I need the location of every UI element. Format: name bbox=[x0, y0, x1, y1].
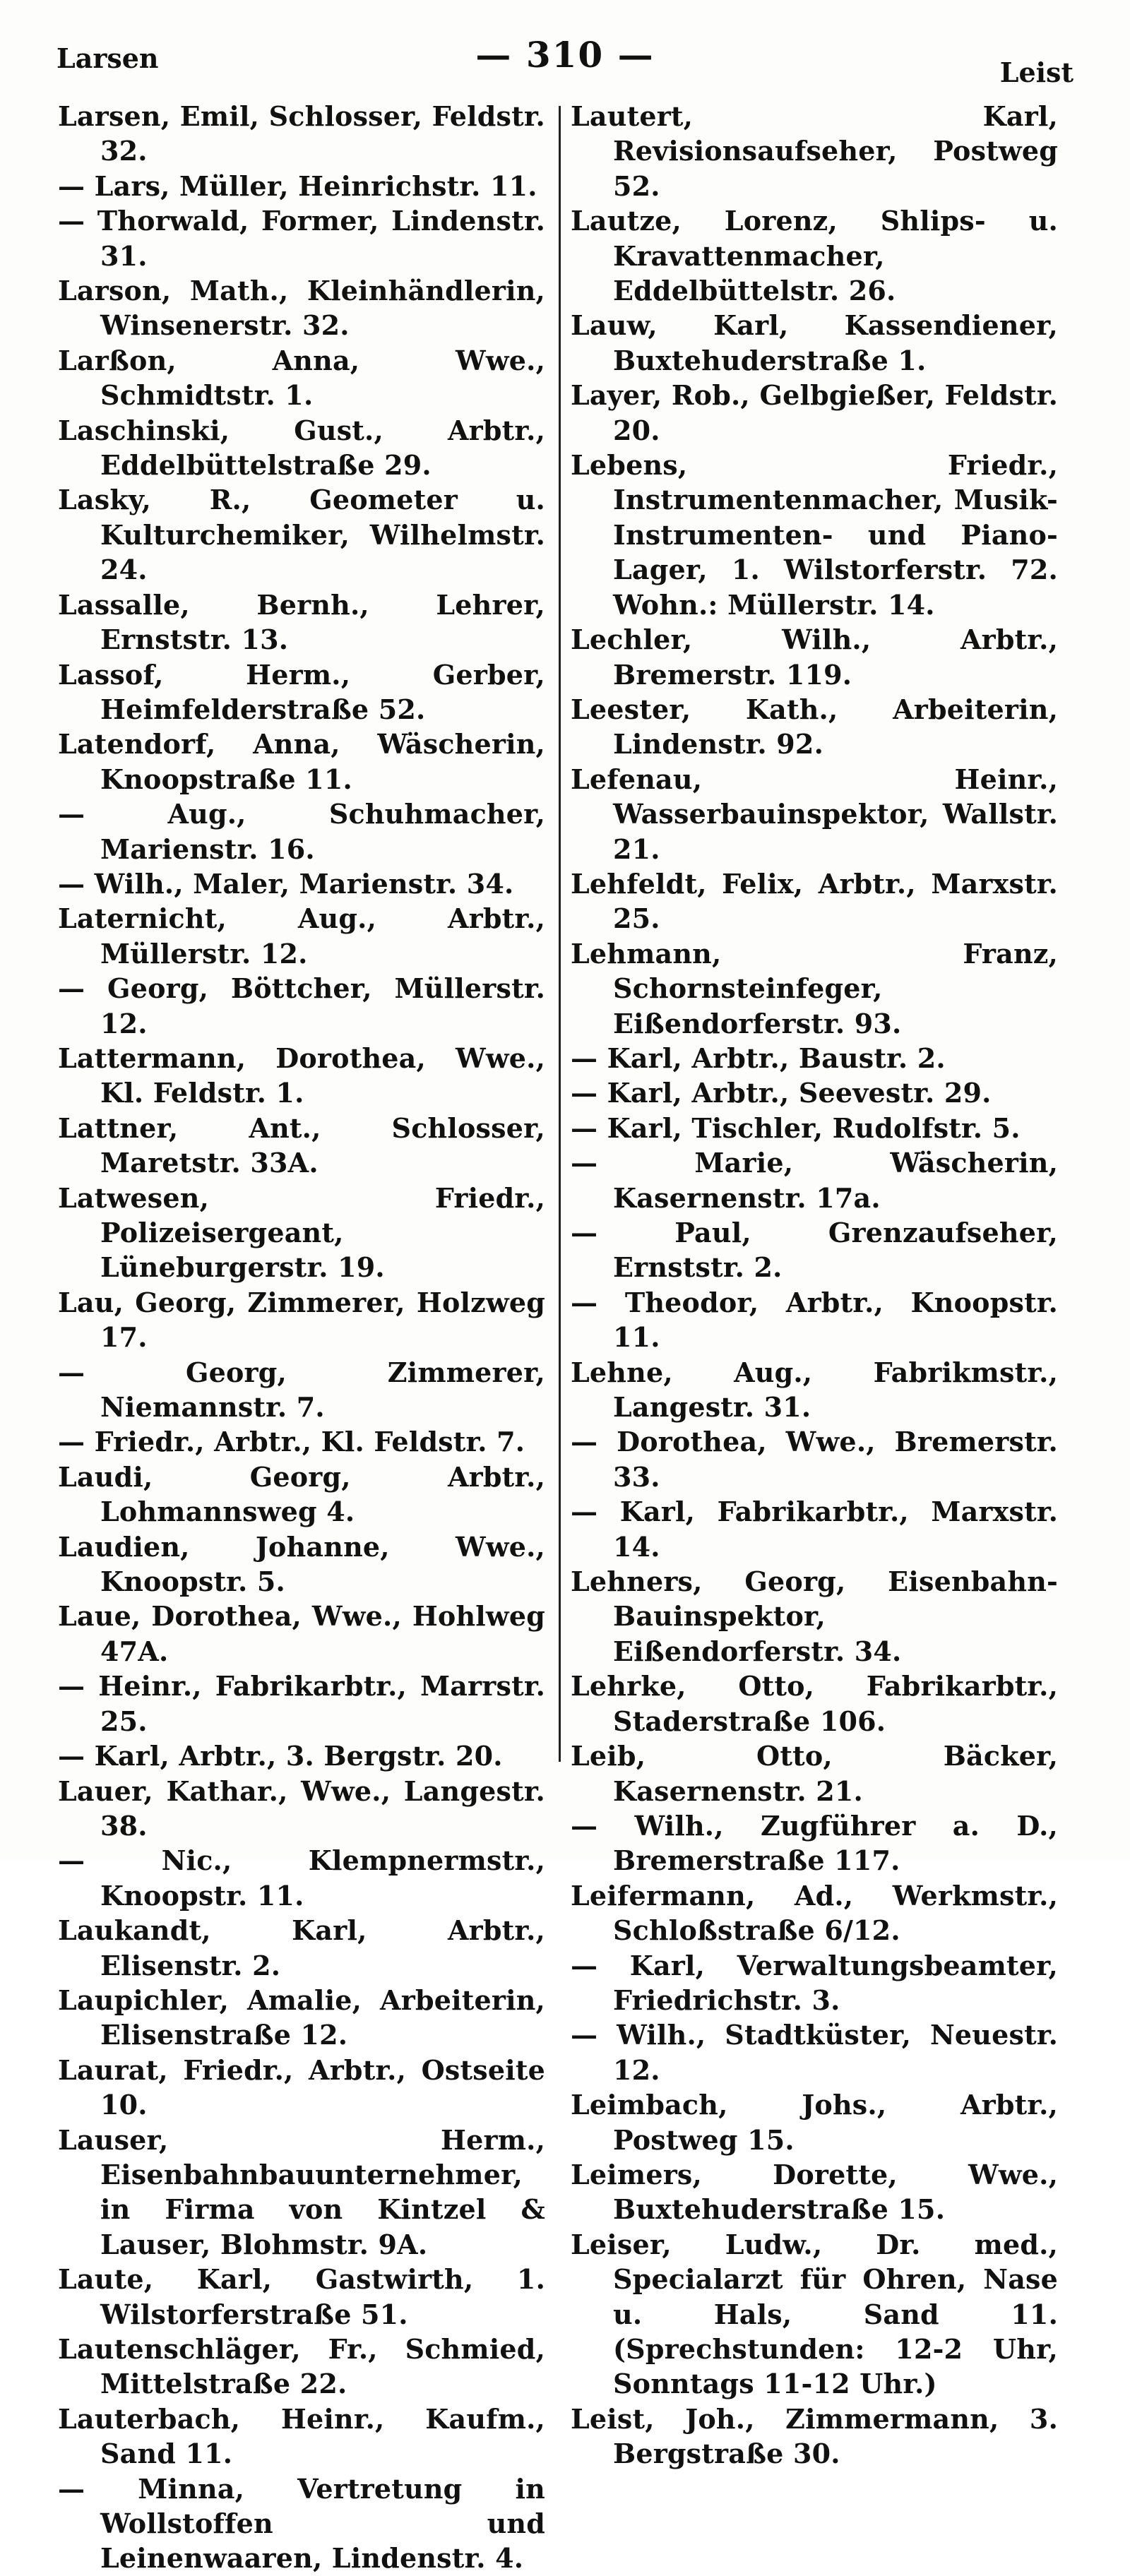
directory-entry: — Georg, Böttcher, Müllerstr. 12. bbox=[58, 972, 545, 1039]
directory-entry: Lautert, Karl, Revisionsaufseher, Postweg 52. bbox=[571, 100, 1058, 202]
header-last-entry: Leist bbox=[999, 56, 1074, 88]
directory-entry: Laute, Karl, Gastwirth, 1. Wilstorferstraße 51. bbox=[58, 2263, 545, 2330]
directory-entry: Lebens, Friedr., Instrumentenmacher, Musik-Instrumenten- und Piano-Lager, 1. Wilstorferstr. 72. Wohn.: Müllerstr. 14. bbox=[571, 449, 1058, 621]
page-number: — 310 — bbox=[475, 34, 655, 76]
directory-entry: Latendorf, Anna, Wäscherin, Knoopstraße 11. bbox=[58, 728, 545, 795]
column-divider bbox=[559, 106, 561, 1762]
directory-entry: Lau, Georg, Zimmerer, Holzweg 17. bbox=[58, 1286, 545, 1354]
directory-entry: — Karl, Arbtr., 3. Bergstr. 20. bbox=[58, 1740, 503, 1772]
directory-entry: Lehfeldt, Felix, Arbtr., Marxstr. 25. bbox=[571, 867, 1058, 935]
right-column bbox=[571, 99, 1058, 2471]
directory-entry: Lauw, Karl, Kassendiener, Buxtehuderstraße 1. bbox=[571, 309, 1058, 376]
directory-entry: Layer, Rob., Gelbgießer, Feldstr. 20. bbox=[571, 379, 1058, 446]
directory-entry: — Karl, Arbtr., Baustr. 2. bbox=[571, 1042, 946, 1074]
directory-entry: — Heinr., Fabrikarbtr., Marrstr. 25. bbox=[58, 1670, 545, 1737]
directory-entry: Lehners, Georg, Eisenbahn- Bauinspektor, Eißendorferstr. 34. bbox=[571, 1566, 1058, 1667]
directory-entry: — Friedr., Arbtr., Kl. Feldstr. 7. bbox=[58, 1426, 525, 1458]
directory-entry: Larsen, Emil, Schlosser, Feldstr. 32. bbox=[58, 100, 545, 167]
directory-entry: Lauser, Herm., Eisenbahnbauunternehmer, in Firma von Kintzel & Lauser, Blohmstr. 9A. bbox=[58, 2123, 545, 2260]
directory-entry: Laue, Dorothea, Wwe., Hohlweg 47A. bbox=[58, 1600, 545, 1667]
directory-entry: Lehmann, Franz, Schornsteinfeger, Eißendorferstr. 93. bbox=[571, 937, 1058, 1039]
directory-entry: Lassof, Herm., Gerber, Heimfelderstraße 52. bbox=[58, 658, 545, 725]
directory-entry: — Karl, Tischler, Rudolfstr. 5. bbox=[571, 1111, 1021, 1144]
left-column bbox=[58, 99, 545, 2576]
directory-entry: Lauer, Kathar., Wwe., Langestr. 38. bbox=[58, 1775, 545, 1842]
header-first-entry: Larsen bbox=[56, 42, 159, 74]
directory-entry: Larson, Math., Kleinhändlerin, Winsenerstr. 32. bbox=[58, 275, 545, 342]
directory-entry: — Karl, Verwaltungsbeamter, Friedrichstr. 3. bbox=[571, 1949, 1058, 2016]
directory-entry: Leimers, Dorette, Wwe., Buxtehuderstraße 15. bbox=[571, 2158, 1058, 2226]
directory-entry: Latwesen, Friedr., Polizeisergeant, Lüneburgerstr. 19. bbox=[58, 1181, 545, 1284]
directory-entry: — Thorwald, Former, Lindenstr. 31. bbox=[58, 205, 545, 272]
directory-entry: Lefenau, Heinr., Wasserbauinspektor, Wallstr. 21. bbox=[571, 763, 1058, 865]
directory-entry: — Theodor, Arbtr., Knoopstr. 11. bbox=[571, 1286, 1058, 1354]
directory-entry: Lehrke, Otto, Fabrikarbtr., Staderstraße 106. bbox=[571, 1670, 1058, 1737]
directory-entry: — Karl, Arbtr., Seevestr. 29. bbox=[571, 1077, 992, 1109]
directory-entry: — Wilh., Maler, Marienstr. 34. bbox=[58, 867, 514, 900]
directory-entry: Leifermann, Ad., Werkmstr., Schloßstraße 6/12. bbox=[571, 1879, 1058, 1947]
directory-entry: Laternicht, Aug., Arbtr., Müllerstr. 12. bbox=[58, 902, 545, 970]
directory-entry: Laudi, Georg, Arbtr., Lohmannsweg 4. bbox=[58, 1460, 545, 1528]
directory-entry: Laukandt, Karl, Arbtr., Elisenstr. 2. bbox=[58, 1914, 545, 1981]
directory-entry: Lechler, Wilh., Arbtr., Bremerstr. 119. bbox=[571, 624, 1058, 691]
directory-entry: — Minna, Vertretung in Wollstoffen und Leinenwaaren, Lindenstr. 4. bbox=[58, 2472, 545, 2575]
directory-entry: Lehne, Aug., Fabrikmstr., Langestr. 31. bbox=[571, 1356, 1058, 1424]
directory-entry: — Paul, Grenzaufseher, Ernststr. 2. bbox=[571, 1217, 1058, 1284]
directory-entry: Lasky, R., Geometer u. Kulturchemiker, Wilhelmstr. 24. bbox=[58, 484, 545, 586]
directory-entry: Larßon, Anna, Wwe., Schmidtstr. 1. bbox=[58, 344, 545, 412]
directory-entry: Leimbach, Johs., Arbtr., Postweg 15. bbox=[571, 2089, 1058, 2156]
directory-entry: Leib, Otto, Bäcker, Kasernenstr. 21. bbox=[571, 1740, 1058, 1807]
directory-entry: — Nic., Klempnermstr., Knoopstr. 11. bbox=[58, 1844, 545, 1912]
directory-entry: Lauterbach, Heinr., Kaufm., Sand 11. bbox=[58, 2402, 545, 2470]
directory-entry: Laupichler, Amalie, Arbeiterin, Elisenstraße 12. bbox=[58, 1984, 545, 2051]
directory-entry: Laurat, Friedr., Arbtr., Ostseite 10. bbox=[58, 2053, 545, 2121]
directory-entry: — Marie, Wäscherin, Kasernenstr. 17a. bbox=[571, 1147, 1058, 1214]
directory-entry: Lattner, Ant., Schlosser, Maretstr. 33A. bbox=[58, 1111, 545, 1179]
directory-entry: — Georg, Zimmerer, Niemannstr. 7. bbox=[58, 1356, 545, 1424]
directory-entry: Lattermann, Dorothea, Wwe., Kl. Feldstr. 1. bbox=[58, 1042, 545, 1109]
directory-entry: — Wilh., Zugführer a. D., Bremerstraße 117. bbox=[571, 1809, 1058, 1877]
directory-entry: Lautze, Lorenz, Shlips- u. Kravattenmacher, Eddelbüttelstr. 26. bbox=[571, 205, 1058, 307]
directory-entry: — Aug., Schuhmacher, Marienstr. 16. bbox=[58, 798, 545, 865]
directory-entry: Leiser, Ludw., Dr. med., Specialarzt für Ohren, Nase u. Hals, Sand 11. (Sprechstunden: 12-2 Uhr, Sonntags 11-12 Uhr.) bbox=[571, 2228, 1058, 2400]
directory-entry: Leester, Kath., Arbeiterin, Lindenstr. 92. bbox=[571, 693, 1058, 761]
directory-entry: Leist, Joh., Zimmermann, 3. Bergstraße 30. bbox=[571, 2402, 1058, 2470]
directory-entry: — Karl, Fabrikarbtr., Marxstr. 14. bbox=[571, 1496, 1058, 1563]
directory-entry: Laudien, Johanne, Wwe., Knoopstr. 5. bbox=[58, 1530, 545, 1598]
directory-entry: — Lars, Müller, Heinrichstr. 11. bbox=[58, 169, 537, 202]
directory-entry: Laschinski, Gust., Arbtr., Eddelbüttelstraße 29. bbox=[58, 414, 545, 482]
directory-entry: — Dorothea, Wwe., Bremerstr. 33. bbox=[571, 1426, 1058, 1493]
directory-entry: — Wilh., Stadtküster, Neuestr. 12. bbox=[571, 2019, 1058, 2086]
page-header bbox=[56, 28, 1074, 88]
directory-entry: Lautenschläger, Fr., Schmied, Mittelstraße 22. bbox=[58, 2333, 545, 2400]
directory-entry: Lassalle, Bernh., Lehrer, Ernststr. 13. bbox=[58, 588, 545, 656]
